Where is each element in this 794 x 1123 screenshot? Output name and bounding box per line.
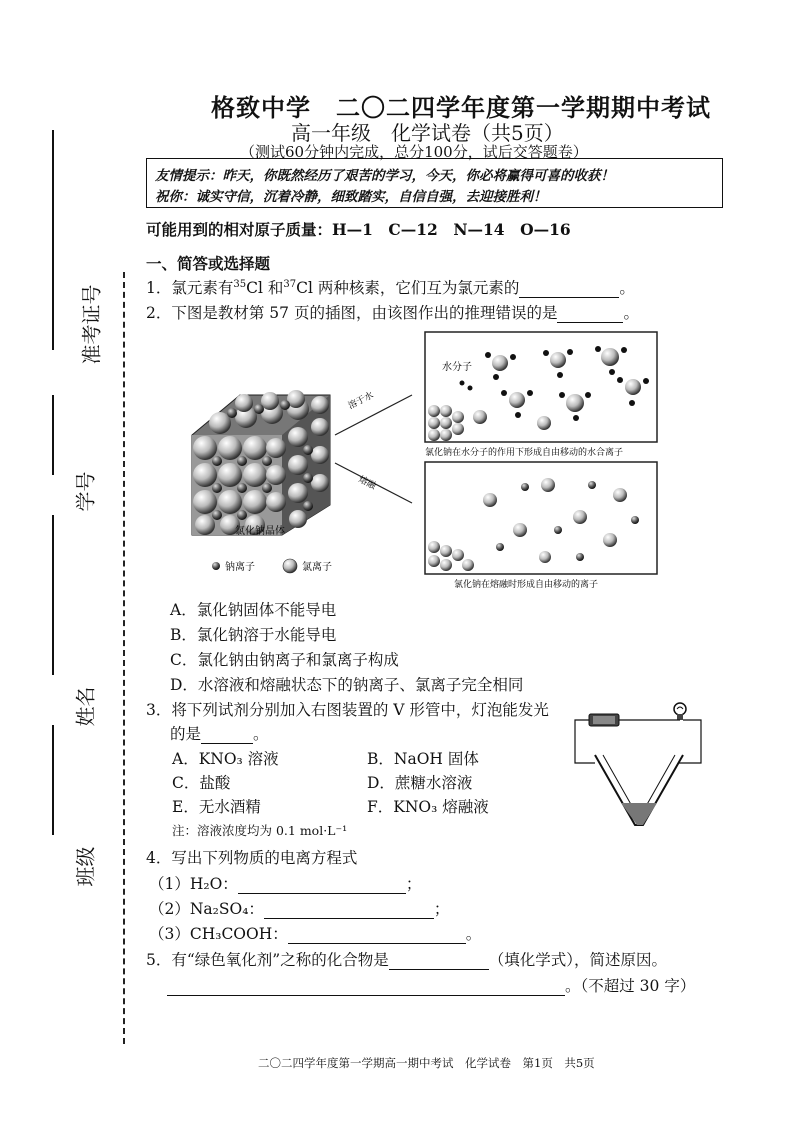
exam-subtitle: 高一年级 化学试卷（共5页） (291, 121, 564, 145)
notice-box (146, 158, 723, 208)
water-molecule-label: 水分子 (442, 362, 472, 373)
notice-line-1: 友情提示：昨天，你既然经历了艰苦的学习，今天，你必将赢得可喜的收获！ (155, 168, 614, 184)
q3-option-c[interactable]: C．盐酸 (172, 774, 231, 792)
legend-chloride-label: 氯离子 (302, 562, 332, 573)
q4-item-3-label: （3）CH₃COOH： (149, 925, 288, 943)
q3-note: 注：溶液浓度均为 0.1 mol·L⁻¹ (172, 823, 348, 838)
conductivity-apparatus (565, 695, 715, 840)
student-number-field (44, 465, 114, 685)
q4-item-1-end: ； (405, 875, 422, 893)
q2-option-d[interactable]: D．水溶液和熔融状态下的钠离子、氯离子完全相同 (170, 676, 524, 694)
q5-reason-line (167, 974, 695, 996)
q1-mid1: Cl 和 (246, 279, 284, 297)
chloride-ion-legend-icon (283, 559, 297, 573)
arrow-bottom-label: 熔融 (356, 474, 378, 492)
section-heading: 一、简答或选择题 (146, 254, 271, 273)
q2-answer-blank[interactable] (557, 306, 623, 323)
q3-option-b[interactable]: B．NaOH 固体 (367, 750, 479, 768)
tube-liquid (621, 803, 657, 825)
q3-stem-line2 (170, 722, 269, 744)
q3-answer-blank[interactable] (201, 727, 253, 744)
q4-item-2-label: （2）Na₂SO₄： (149, 900, 264, 918)
question-2 (146, 301, 639, 323)
q3-option-d[interactable]: D．蔗糖水溶液 (367, 774, 473, 792)
arrow-dissolve (335, 395, 412, 435)
side-line-2 (52, 395, 54, 475)
question-5 (146, 948, 667, 970)
q3-option-a[interactable]: A．KNO₃ 溶液 (172, 750, 279, 768)
q3-stem-end: 。 (253, 725, 269, 743)
q3-option-f[interactable]: F．KNO₃ 熔融液 (367, 798, 489, 816)
q2-stem-end: 。 (623, 304, 639, 322)
q1-mid2: Cl 两种核素，它们互为氯元素的 (296, 279, 520, 297)
q1-pre: 1．氯元素有 (146, 279, 234, 297)
side-line-3 (52, 515, 54, 675)
exam-title: 格致中学 二〇二四学年度第一学期期中考试 (211, 93, 711, 122)
q4-item-3-end: 。 (465, 925, 482, 943)
q2-option-c[interactable]: C．氯化钠由钠离子和氯离子构成 (170, 651, 399, 669)
q4-item-1-blank[interactable] (238, 877, 406, 894)
q5-formula-blank[interactable] (389, 953, 489, 970)
class-label: 班级 (73, 846, 98, 887)
exam-id-field (44, 270, 114, 490)
q2-option-a[interactable]: A．氯化钠固体不能导电 (170, 601, 337, 619)
q1-answer-blank[interactable] (519, 281, 619, 298)
name-label: 姓名 (73, 686, 98, 727)
atomic-mass-line: 可能用到的相对原子质量：H—1 C—12 N—14 O—16 (146, 220, 571, 239)
q3-option-e[interactable]: E．无水酒精 (172, 798, 261, 816)
bottom-box-caption: 氯化钠在熔融时形成自由移动的离子 (454, 580, 599, 590)
page-footer: 二〇二四学年度第一学期高一期中考试 化学试卷 第1页 共5页 (258, 1056, 595, 1070)
bulb-icon (674, 703, 686, 715)
q2-stem: 2．下图是教材第 57 页的插图，由该图作出的推理错误的是 (146, 304, 558, 322)
legend-sodium-label: 钠离子 (225, 562, 255, 573)
q4-stem: 4．写出下列物质的电离方程式 (146, 849, 358, 867)
exam-id-label: 准考证号 (79, 284, 104, 365)
top-box-caption: 氯化钠在水分子的作用下形成自由移动的水合离子 (425, 448, 624, 458)
q4-item-2 (149, 897, 449, 919)
q4-item-1 (149, 872, 421, 894)
student-number-label: 学号 (73, 471, 98, 512)
q3-stem-line1: 3．将下列试剂分别加入右图装置的 V 形管中，灯泡能发光 (146, 701, 549, 719)
q1-sup1: 35 (233, 278, 247, 290)
q5-line-end: 。（不超过 30 字） (565, 977, 696, 995)
q4-item-1-label: （1）H₂O： (149, 875, 238, 893)
q4-item-3 (149, 922, 481, 944)
q5-reason-blank[interactable] (167, 979, 565, 996)
q2-option-b[interactable]: B．氯化钠溶于水能导电 (170, 626, 337, 644)
q4-item-2-end: ； (433, 900, 450, 918)
class-field (44, 840, 114, 1060)
q4-item-3-blank[interactable] (288, 927, 466, 944)
side-line-4 (52, 725, 54, 835)
exam-instructions: （测试60分钟内完成，总分100分，试后交答题卷） (240, 143, 588, 161)
q5-stem-post: （填化学式），简述原因。 (488, 951, 667, 969)
sodium-chloride-figure (180, 325, 670, 593)
q1-end: 。 (619, 279, 635, 297)
arrow-top-label: 溶于水 (346, 390, 376, 412)
q5-stem-pre: 5．有“绿色氧化剂”之称的化合物是 (146, 951, 389, 969)
crystal-lattice (192, 390, 330, 535)
q4-item-2-blank[interactable] (264, 902, 434, 919)
notice-line-2: 祝你：诚实守信，沉着冷静，细致踏实，自信自强，去迎接胜利！ (155, 189, 547, 205)
crystal-label: 氯化钠晶体 (235, 526, 285, 537)
sodium-ion-legend-icon (212, 562, 220, 570)
question-1 (146, 276, 635, 298)
binding-dashed-line (123, 272, 125, 1044)
q1-sup2: 37 (283, 278, 297, 290)
q3-stem-pre: 的是 (170, 725, 202, 743)
